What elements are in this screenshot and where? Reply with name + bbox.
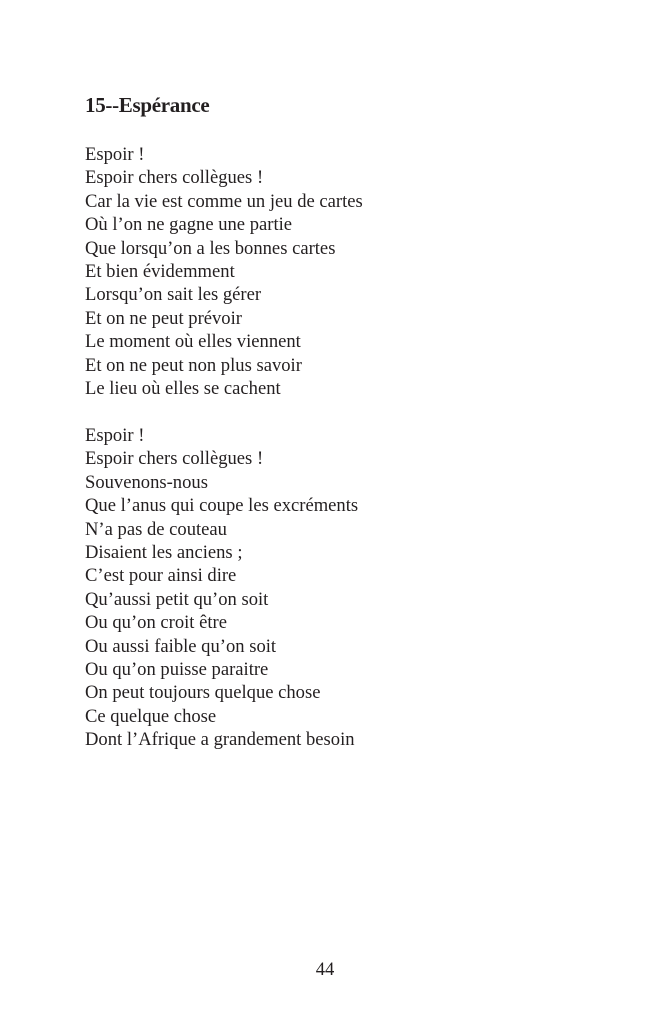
poem-line: Espoir ! <box>85 144 145 165</box>
page-number: 44 <box>315 959 335 980</box>
poem-line: Où l’on ne gagne une partie <box>85 214 293 236</box>
poem-line: Le lieu où elles se cachent <box>85 378 281 400</box>
poem-title: 15--Espérance <box>85 93 210 117</box>
poem-line: Disaient les anciens ; <box>85 542 243 564</box>
poem-line: Espoir chers collègues ! <box>85 448 264 470</box>
poem-line: Car la vie est comme un jeu de cartes <box>85 190 363 212</box>
poem-line: Souvenons-nous <box>85 471 208 493</box>
poem-line: Qu’aussi petit qu’on soit <box>85 588 269 610</box>
poem-line: Lorsqu’on sait les gérer <box>85 284 262 306</box>
poem-line: Le moment où elles viennent <box>85 331 301 353</box>
poem-line: C’est pour ainsi dire <box>85 565 237 587</box>
poem-line: Ce quelque chose <box>85 705 217 727</box>
poem-line: Que l’anus qui coupe les excréments <box>85 495 359 517</box>
poem-line: Ou qu’on croit être <box>85 612 227 634</box>
poem-line: Dont l’Afrique a grandement besoin <box>85 729 355 751</box>
poem-line: Et on ne peut prévoir <box>85 307 242 329</box>
poem-line: Espoir ! <box>85 425 145 446</box>
poem-line: Et on ne peut non plus savoir <box>85 354 302 376</box>
stanza-1 <box>85 143 363 400</box>
poem-line: N’a pas de couteau <box>85 518 227 540</box>
poem-line: Ou qu’on puisse paraitre <box>85 659 269 681</box>
stanza-2 <box>85 424 358 752</box>
poem-line: Ou aussi faible qu’on soit <box>85 635 277 657</box>
poem-line: Espoir chers collègues ! <box>85 167 264 189</box>
poem-line: Et bien évidemment <box>85 261 235 283</box>
poem-line: On peut toujours quelque chose <box>85 682 321 704</box>
poem-line: Que lorsqu’on a les bonnes cartes <box>85 237 336 259</box>
